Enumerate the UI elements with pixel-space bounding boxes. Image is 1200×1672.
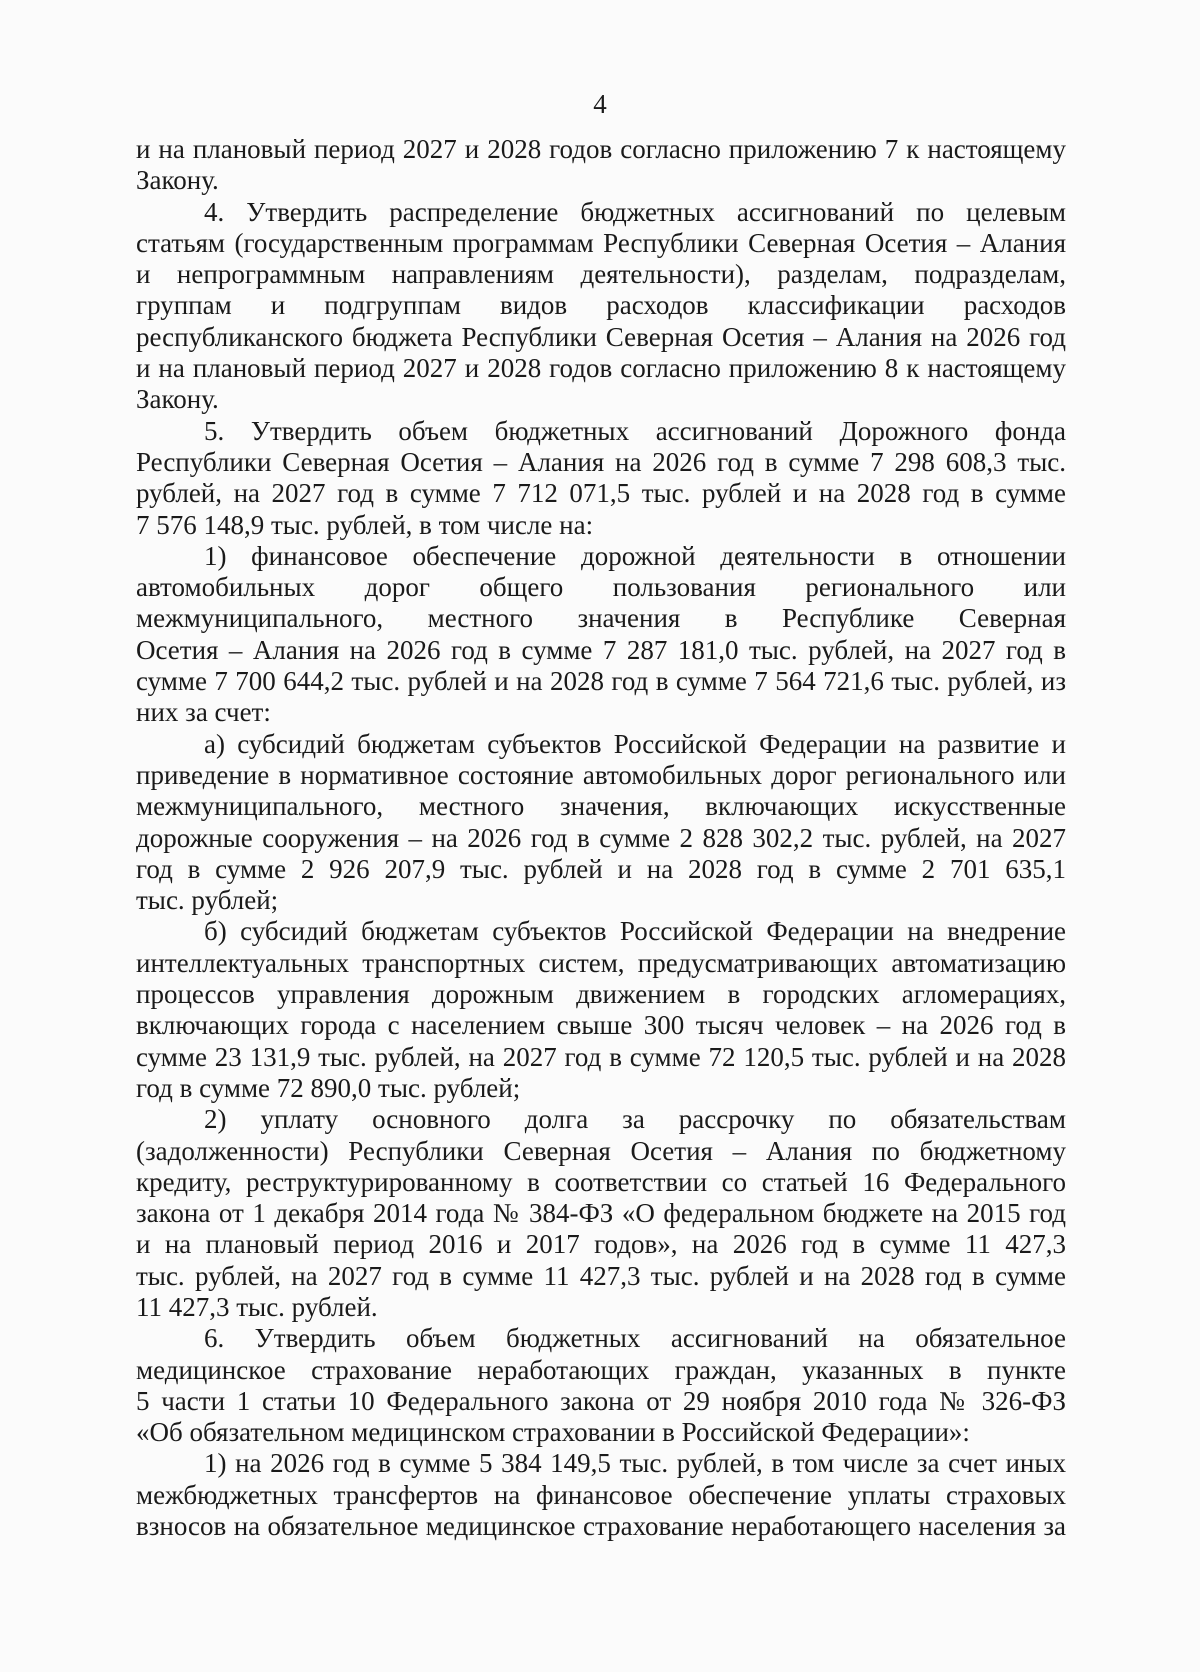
text-line: закона от 1 декабря 2014 года № 384-ФЗ «О федеральном бюджете на 2015 год: [136, 1198, 1066, 1229]
text-line: «Об обязательном медицинском страховании в Российской Федерации»:: [136, 1417, 970, 1448]
text-line: и на плановый период 2027 и 2028 годов согласно приложению 8 к настоящему: [136, 353, 1066, 384]
text-line: кредиту, реструктурированному в соответствии со статьей 16 Федерального: [136, 1166, 1066, 1197]
text-line: и на плановый период 2027 и 2028 годов согласно приложению 7 к настоящему: [136, 134, 1066, 164]
text-line: (задолженности) Республики Северная Осетия – Алания по бюджетному: [136, 1135, 1066, 1166]
text-line: 5. Утвердить объем бюджетных ассигнований Дорожного фонда: [204, 415, 1066, 446]
text-line: 1) финансовое обеспечение дорожной деятельности в отношении: [204, 540, 1066, 571]
text-line: межбюджетных трансфертов на финансовое обеспечение уплаты страховых: [136, 1479, 1066, 1510]
text-line: и непрограммным направлениям деятельности), разделам, подразделам,: [136, 259, 1066, 290]
text-line: автомобильных дорог общего пользования регионального или: [136, 572, 1066, 603]
text-line: 6. Утвердить объем бюджетных ассигнований на обязательное: [204, 1323, 1066, 1354]
text-line: межмуниципального, местного значения в Республике Северная: [136, 603, 1066, 634]
text-line: Осетия – Алания на 2026 год в сумме 7 287 181,0 тыс. рублей, на 2027 год в: [136, 634, 1066, 665]
text-line: Закону.: [136, 165, 219, 196]
page-number: 4: [593, 89, 607, 119]
text-line: включающих города с населением свыше 300 тысяч человек – на 2026 год в: [136, 1010, 1066, 1041]
text-line: дорожные сооружения – на 2026 год в сумме 2 828 302,2 тыс. рублей, на 2027: [136, 822, 1066, 853]
text-line: интеллектуальных транспортных систем, предусматривающих автоматизацию: [136, 947, 1066, 978]
text-line: республиканского бюджета Республики Северная Осетия – Алания на 2026 год: [136, 321, 1066, 352]
text-line: группам и подгруппам видов расходов классификации расходов: [136, 290, 1066, 321]
text-line: год в сумме 72 890,0 тыс. рублей;: [136, 1072, 521, 1103]
text-line: тыс. рублей, на 2027 год в сумме 11 427,3 тыс. рублей и на 2028 год в сумме: [136, 1260, 1066, 1291]
text-line: приведение в нормативное состояние автомобильных дорог регионального или: [136, 759, 1066, 790]
text-line: тыс. рублей;: [136, 885, 279, 916]
text-line: год в сумме 2 926 207,9 тыс. рублей и на 2028 год в сумме 2 701 635,1: [136, 853, 1066, 884]
text-line: 2) уплату основного долга за рассрочку по обязательствам: [204, 1104, 1066, 1135]
text-line: а) субсидий бюджетам субъектов Российской Федерации на развитие и: [204, 728, 1066, 759]
text-line: сумме 7 700 644,2 тыс. рублей и на 2028 год в сумме 7 564 721,6 тыс. рублей, из: [136, 666, 1066, 697]
text-line: 4. Утвердить распределение бюджетных ассигнований по целевым: [204, 196, 1066, 227]
text-line: процессов управления дорожным движением в городских агломерациях,: [136, 979, 1066, 1010]
text-line: межмуниципального, местного значения, включающих искусственные: [136, 791, 1066, 822]
text-line: Закону.: [136, 384, 219, 415]
text-line: рублей, на 2027 год в сумме 7 712 071,5 тыс. рублей и на 2028 год в сумме: [136, 478, 1066, 509]
text-line: них за счет:: [136, 697, 271, 728]
text-line: 1) на 2026 год в сумме 5 384 149,5 тыс. рублей, в том числе за счет иных: [204, 1448, 1066, 1479]
text-line: и на плановый период 2016 и 2017 годов», на 2026 год в сумме 11 427,3: [136, 1229, 1066, 1260]
text-line: сумме 23 131,9 тыс. рублей, на 2027 год в сумме 72 120,5 тыс. рублей и на 2028: [136, 1041, 1066, 1072]
text-line: Республики Северная Осетия – Алания на 2026 год в сумме 7 298 608,3 тыс.: [136, 446, 1066, 477]
text-line: 7 576 148,9 тыс. рублей, в том числе на:: [136, 509, 594, 540]
text-line: взносов на обязательное медицинское страхование неработающего населения за: [136, 1511, 1066, 1542]
text-line: статьям (государственным программам Республики Северная Осетия – Алания: [136, 227, 1066, 258]
document-body: [136, 134, 1066, 1542]
text-line: медицинское страхование неработающих граждан, указанных в пункте: [136, 1354, 1066, 1385]
text-line: 11 427,3 тыс. рублей.: [136, 1291, 378, 1322]
text-line: б) субсидий бюджетам субъектов Российской Федерации на внедрение: [204, 916, 1066, 947]
text-line: 5 части 1 статьи 10 Федерального закона от 29 ноября 2010 года № 326-ФЗ: [136, 1385, 1066, 1416]
